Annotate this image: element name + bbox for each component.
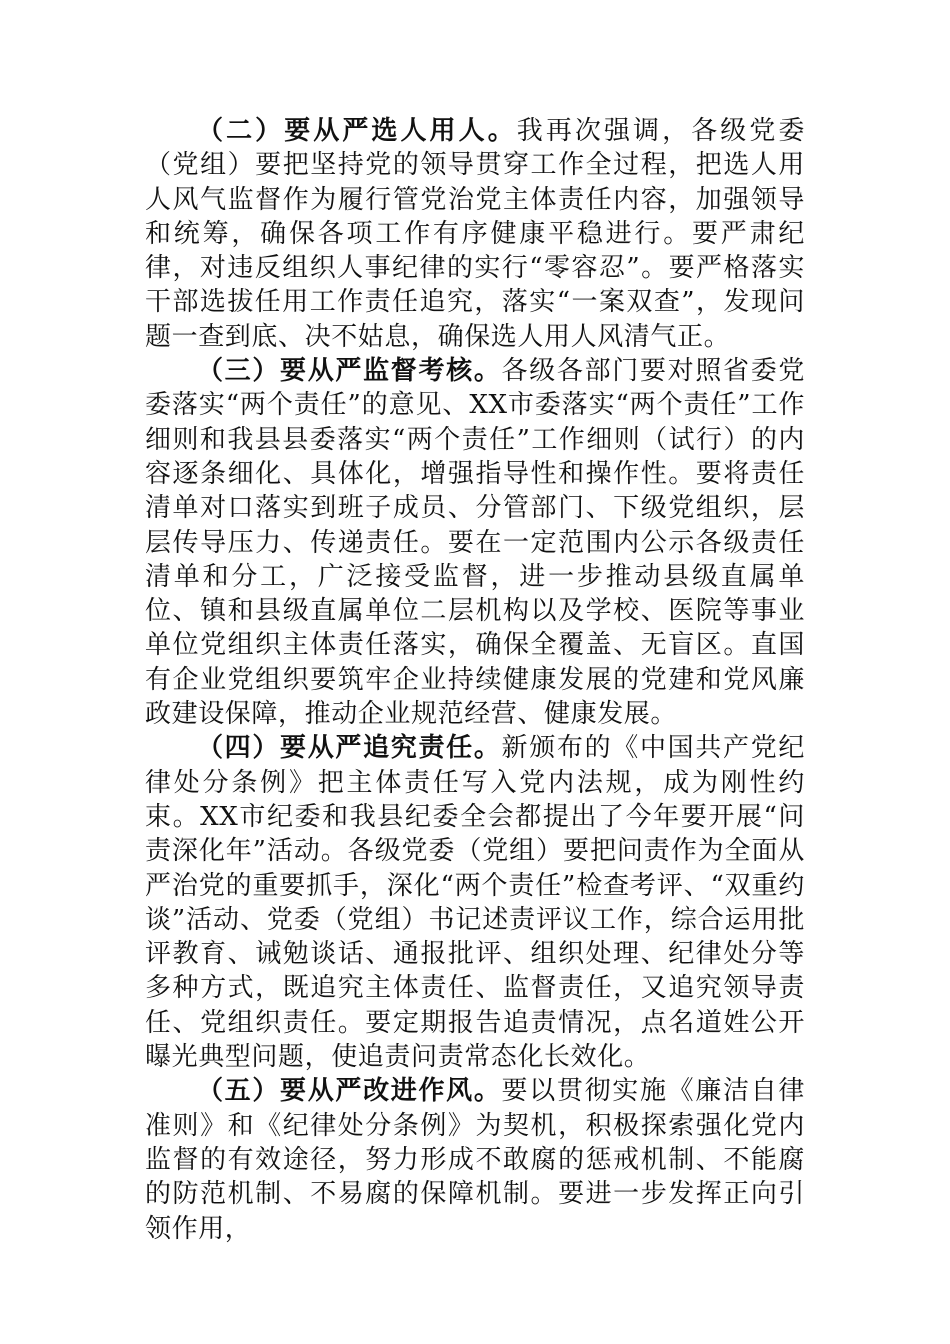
paragraph-heading: （三）要从严监督考核。	[197, 356, 502, 387]
paragraph-select-personnel	[145, 114, 805, 354]
paragraph-body: 我再次强调，各级党委（党组）要把坚持党的领导贯穿工作全过程，把选人用人风气监督作为履行管党治党主体责任内容，加强领导和统筹，确保各项工作有序健康平稳进行。要严肃纪律，对违反组织人事纪律的实行“零容忍”。要严格落实干部选拔任用工作责任追究，落实“一案双查”，发现问题一查到底、决不姑息，确保选人用人风清气正。	[145, 116, 805, 352]
paragraph-heading: （五）要从严改进作风。	[197, 1076, 502, 1107]
paragraph-work-style	[145, 1074, 805, 1245]
paragraph-accountability	[145, 731, 805, 1074]
paragraph-body: 各级各部门要对照省委党委落实“两个责任”的意见、XX市委落实“两个责任”工作细则和我县县委落实“两个责任”工作细则（试行）的内容逐条细化、具体化，增强指导性和操作性。要将责任清单对口落实到班子成员、分管部门、下级党组织，层层传导压力、传递责任。要在一定范围内公示各级责任清单和分工，广泛接受监督，进一步推动县级直属单位、镇和县级直属单位二层机构以及学校、医院等事业单位党组织主体责任落实，确保全覆盖、无盲区。直国有企业党组织要筑牢企业持续健康发展的党建和党风廉政建设保障，推动企业规范经营、健康发展。	[145, 356, 805, 730]
paragraph-body: 要以贯彻实施《廉洁自律准则》和《纪律处分条例》为契机，积极探索强化党内监督的有效途径，努力形成不敢腐的惩戒机制、不能腐的防范机制、不易腐的保障机制。要进一步发挥正向引领作用，	[145, 1076, 805, 1244]
paragraph-body: 新颁布的《中国共产党纪律处分条例》把主体责任写入党内法规，成为刚性约束。XX市纪委和我县纪委全会都提出了今年要开展“问责深化年”活动。各级党委（党组）要把问责作为全面从严治党的重要抓手，深化“两个责任”检查考评、“双重约谈”活动、党委（党组）书记述责评议工作，综合运用批评教育、诫勉谈话、通报批评、组织处理、纪律处分等多种方式，既追究主体责任、监督责任，又追究领导责任、党组织责任。要定期报告追责情况，点名道姓公开曝光典型问题，使追责问责常态化长效化。	[145, 733, 805, 1073]
paragraph-supervision-assessment	[145, 354, 805, 731]
document-page	[145, 114, 805, 1246]
paragraph-heading: （四）要从严追究责任。	[197, 733, 502, 764]
paragraph-heading: （二）要从严选人用人。	[197, 116, 517, 146]
